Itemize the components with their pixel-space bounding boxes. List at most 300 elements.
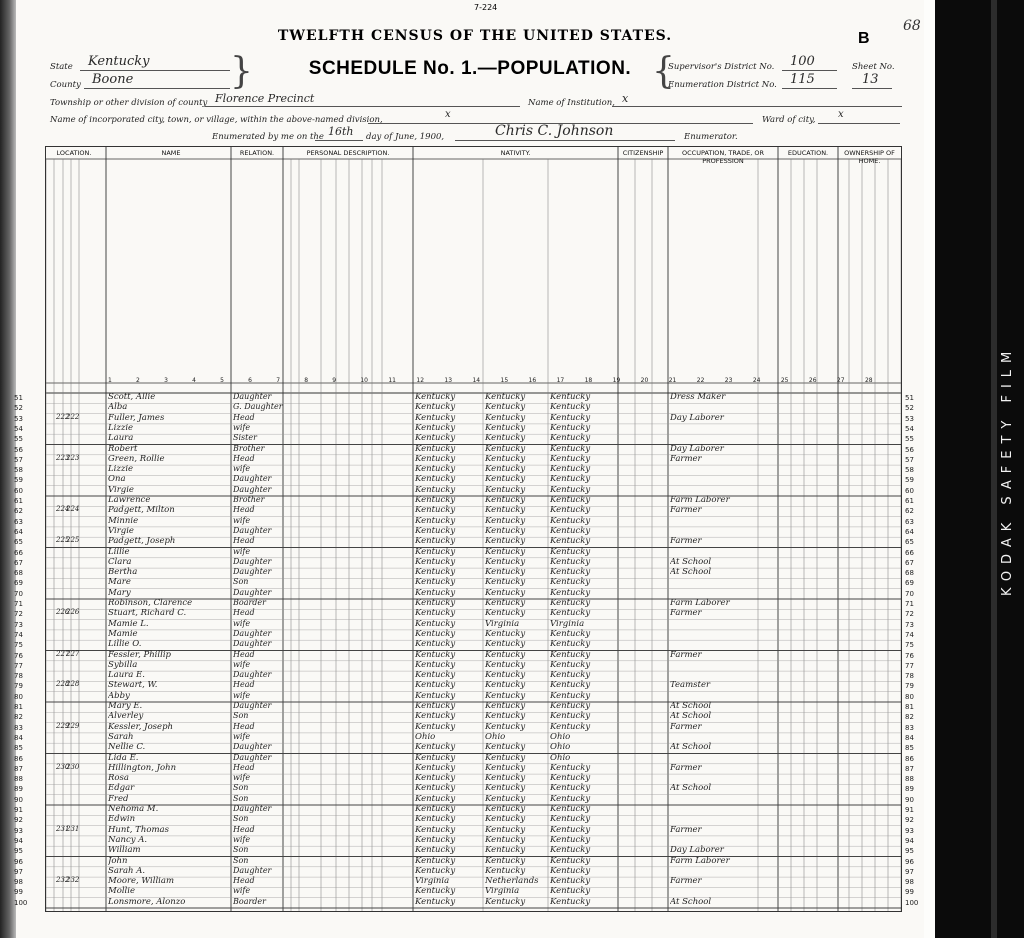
row-number: 99	[14, 888, 23, 897]
cell-father: Kentucky	[485, 793, 526, 804]
cell-relation: wife	[233, 515, 251, 525]
row-number: 61	[14, 497, 23, 505]
row-number-right: 95	[905, 847, 914, 856]
cell-birthplace: Kentucky	[415, 422, 456, 433]
cell-birthplace: Kentucky	[415, 536, 456, 547]
row-number: 80	[14, 692, 23, 701]
cell-father: Kentucky	[485, 824, 526, 835]
row-number-right: 72	[905, 610, 914, 619]
institution-line	[612, 106, 902, 107]
cell-name: Lawrence	[108, 495, 151, 505]
cell-relation: Head	[233, 453, 255, 463]
cell-father: Kentucky	[485, 567, 526, 578]
cell-birthplace: Kentucky	[415, 649, 456, 660]
row-number: 64	[14, 527, 23, 536]
cell-father: Kentucky	[485, 752, 526, 763]
cell-name: Sarah	[108, 731, 134, 742]
cell-relation: Daughter	[233, 474, 272, 484]
column-number: 10	[360, 377, 368, 384]
cell-dwelling: 231	[56, 824, 70, 833]
sheet-label: Sheet No.	[852, 62, 895, 72]
cell-occupation: Farm Laborer	[670, 855, 730, 866]
row-number-right: 92	[905, 816, 914, 825]
cell-birthplace: Kentucky	[415, 628, 456, 639]
cell-mother: Kentucky	[550, 834, 591, 845]
row-number-right: 90	[905, 795, 914, 804]
cell-father: Kentucky	[485, 536, 526, 547]
row-number-right: 96	[905, 857, 914, 866]
row-number-right: 76	[905, 651, 914, 660]
cell-dwelling: 225	[56, 536, 70, 545]
column-number: 26	[808, 377, 817, 384]
row-number: 86	[14, 754, 23, 763]
cell-birthplace: Kentucky	[415, 505, 456, 516]
cell-mother: Kentucky	[550, 824, 591, 835]
row-number-right: 79	[905, 682, 914, 691]
cell-mother: Kentucky	[550, 721, 591, 732]
row-number: 56	[14, 445, 23, 454]
cell-relation: wife	[233, 690, 251, 700]
county-label: County	[50, 80, 81, 90]
cell-relation: Head	[233, 649, 255, 659]
cell-name: Mary	[108, 587, 131, 598]
section-education: EDUCATION.	[787, 149, 829, 157]
state-line	[80, 70, 230, 71]
cell-birthplace: Kentucky	[415, 495, 456, 505]
row-number-right: 82	[905, 713, 914, 722]
supervisor-label: Supervisor's District No.	[668, 62, 775, 72]
cell-name: Robinson, Clarence	[108, 598, 193, 608]
cell-name: Lizzie	[108, 422, 134, 433]
row-number-right: 57	[905, 455, 914, 464]
row-number-right: 64	[905, 527, 914, 536]
cell-family: 224	[66, 505, 80, 514]
row-number: 54	[14, 424, 23, 433]
cell-mother: Kentucky	[550, 680, 591, 691]
row-number: 60	[14, 486, 23, 495]
cell-mother: Kentucky	[550, 433, 591, 444]
row-number-right: 56	[905, 445, 914, 454]
cell-relation: Daughter	[233, 628, 272, 638]
cell-relation: Brother	[233, 495, 265, 504]
cell-name: Edwin	[108, 814, 136, 825]
row-number: 52	[14, 404, 23, 413]
cell-father: Kentucky	[485, 587, 526, 598]
cell-birthplace: Kentucky	[415, 577, 456, 588]
cell-name: Hillington, John	[108, 762, 177, 773]
cell-father: Kentucky	[485, 464, 526, 475]
population-table	[14, 146, 919, 912]
cell-birthplace: Kentucky	[415, 762, 456, 773]
cell-father: Kentucky	[485, 484, 526, 495]
cell-mother: Kentucky	[550, 443, 591, 454]
cell-name: Alba	[108, 402, 128, 413]
cell-family: 223	[66, 453, 80, 462]
cell-relation: Daughter	[233, 742, 272, 752]
row-number-right: 70	[905, 589, 914, 598]
cell-mother: Kentucky	[550, 422, 591, 433]
cell-mother: Kentucky	[550, 525, 591, 536]
row-number-right: 99	[905, 888, 914, 897]
cell-father: Kentucky	[485, 649, 526, 660]
cell-occupation: Farmer	[670, 649, 702, 660]
cell-birthplace: Kentucky	[415, 525, 456, 536]
cell-occupation: At School	[670, 896, 712, 907]
cell-father: Kentucky	[485, 834, 526, 845]
cell-mother: Kentucky	[550, 474, 591, 485]
column-number: 4	[192, 377, 196, 384]
section-relation: RELATION.	[239, 149, 275, 157]
row-number-right: 84	[905, 733, 914, 742]
row-number-right: 62	[905, 507, 914, 516]
cell-relation: Son	[233, 783, 249, 793]
section-location: LOCATION.	[56, 149, 92, 157]
cell-relation: Son	[233, 845, 249, 855]
cell-mother: Kentucky	[550, 814, 591, 825]
column-number: 24	[752, 377, 761, 384]
column-number: 5	[220, 377, 224, 384]
cell-relation: Head	[233, 680, 255, 690]
cell-mother: Virginia	[550, 618, 585, 629]
cell-family: 229	[66, 721, 80, 730]
row-number-right: 85	[905, 744, 914, 753]
cell-relation: Head	[233, 762, 255, 772]
cell-relation: wife	[233, 546, 251, 556]
column-number: 8	[304, 377, 309, 384]
cell-dwelling: 227	[56, 649, 70, 658]
enumerated-day: 16th	[328, 125, 354, 138]
cell-relation: wife	[233, 886, 251, 896]
cell-relation: wife	[233, 773, 251, 783]
cell-occupation: Day Laborer	[670, 443, 724, 454]
cell-name: Bertha	[108, 567, 138, 578]
cell-father: Kentucky	[485, 804, 526, 814]
row-number-right: 97	[905, 867, 914, 876]
cell-father: Kentucky	[485, 783, 526, 794]
cell-father: Virginia	[485, 618, 520, 629]
cell-relation: Boarder	[233, 896, 266, 906]
cell-father: Kentucky	[485, 855, 526, 866]
cell-birthplace: Kentucky	[415, 865, 456, 876]
cell-mother: Kentucky	[550, 855, 591, 866]
cell-name: Clara	[108, 556, 132, 567]
row-number-right: 67	[905, 558, 914, 567]
cell-name: Moore, William	[108, 876, 175, 887]
row-number: 59	[14, 476, 23, 485]
cell-name: Lida E.	[108, 752, 139, 763]
cell-father: Kentucky	[485, 546, 526, 557]
cell-occupation: Farmer	[670, 824, 702, 835]
cell-occupation: Teamster	[670, 680, 711, 691]
cell-relation: Daughter	[233, 804, 272, 813]
cell-name: Scott, Allie	[108, 392, 156, 402]
township-line	[205, 106, 520, 107]
cell-name: Laura	[108, 433, 134, 444]
cell-relation: Head	[233, 608, 255, 618]
cell-mother: Ohio	[550, 752, 571, 763]
cell-relation: wife	[233, 422, 251, 432]
section-name: NAME	[161, 149, 181, 157]
cell-mother: Kentucky	[550, 515, 591, 526]
row-number-right: 77	[905, 661, 914, 670]
cell-name: Laura E.	[108, 670, 145, 681]
column-number: 28	[864, 377, 873, 384]
cell-father: Kentucky	[485, 628, 526, 639]
row-number: 66	[14, 548, 23, 557]
row-number-right: 94	[905, 836, 914, 845]
row-number-right: 58	[905, 466, 914, 475]
row-number-right: 98	[905, 878, 914, 887]
cell-mother: Kentucky	[550, 793, 591, 804]
column-number: 22	[696, 377, 705, 384]
row-number-right: 80	[905, 692, 914, 701]
cell-mother: Kentucky	[550, 804, 591, 814]
cell-mother: Kentucky	[550, 392, 591, 402]
cell-mother: Kentucky	[550, 412, 591, 423]
cell-relation: Head	[233, 412, 255, 422]
township-value: Florence Precinct	[215, 92, 315, 105]
row-number: 63	[14, 517, 23, 526]
section-nativity: NATIVITY.	[500, 149, 531, 157]
cell-name: Minnie	[108, 515, 139, 526]
cell-name: Lizzie	[108, 464, 134, 475]
cell-father: Kentucky	[485, 659, 526, 670]
supervisor-value: 100	[790, 54, 815, 69]
row-number-right: 100	[905, 898, 919, 907]
cell-birthplace: Kentucky	[415, 814, 456, 825]
cell-mother: Kentucky	[550, 608, 591, 619]
cell-name: Mamie	[108, 628, 138, 639]
cell-father: Kentucky	[485, 525, 526, 536]
row-number-right: 69	[905, 579, 914, 588]
cell-occupation: At School	[670, 711, 712, 722]
row-number: 70	[14, 589, 23, 598]
row-number-right: 86	[905, 754, 914, 763]
page-mark: 68	[903, 18, 921, 34]
row-number-right: 73	[905, 620, 914, 629]
column-number: 23	[724, 377, 733, 384]
row-number-right: 68	[905, 569, 914, 578]
column-number: 20	[640, 377, 649, 384]
cell-relation: Daughter	[233, 567, 272, 577]
cell-birthplace: Kentucky	[415, 608, 456, 619]
cell-father: Kentucky	[485, 773, 526, 784]
cell-mother: Kentucky	[550, 659, 591, 670]
cell-relation: Sister	[233, 433, 257, 443]
cell-birthplace: Kentucky	[415, 824, 456, 835]
row-number: 73	[14, 620, 23, 629]
column-number: 6	[248, 377, 252, 384]
cell-birthplace: Kentucky	[415, 453, 456, 464]
cell-father: Kentucky	[485, 608, 526, 619]
cell-mother: Kentucky	[550, 505, 591, 516]
enumeration-line	[782, 88, 837, 89]
cell-father: Kentucky	[485, 845, 526, 856]
cell-mother: Kentucky	[550, 464, 591, 475]
column-number: 11	[388, 377, 396, 384]
row-number: 65	[14, 538, 23, 547]
row-number-right: 78	[905, 672, 914, 681]
row-number: 53	[14, 414, 23, 423]
cell-relation: G. Daughter	[233, 402, 283, 412]
cell-name: Sybilla	[108, 659, 138, 670]
cell-occupation: At School	[670, 701, 712, 711]
cell-name: Sarah A.	[108, 865, 146, 876]
cell-birthplace: Kentucky	[415, 845, 456, 856]
row-number: 100	[14, 898, 28, 907]
cell-family: 232	[66, 876, 80, 885]
cell-family: 222	[66, 412, 80, 421]
cell-name: Kessler, Joseph	[108, 721, 173, 732]
cell-occupation: Farm Laborer	[670, 495, 730, 505]
sheet-line	[852, 88, 892, 89]
cell-father: Kentucky	[485, 896, 526, 907]
row-number: 98	[14, 878, 23, 887]
cell-birthplace: Ohio	[415, 731, 436, 742]
ward-value: x	[838, 109, 844, 120]
cell-father: Kentucky	[485, 556, 526, 567]
cell-birthplace: Kentucky	[415, 392, 456, 402]
cell-relation: Head	[233, 824, 255, 834]
row-number: 90	[14, 795, 23, 804]
column-number: 16	[528, 377, 537, 384]
cell-name: Stuart, Richard C.	[108, 608, 187, 619]
institution-value: x	[622, 92, 629, 105]
cell-father: Kentucky	[485, 422, 526, 433]
cell-birthplace: Kentucky	[415, 773, 456, 784]
cell-mother: Kentucky	[550, 649, 591, 660]
row-number-right: 87	[905, 764, 914, 773]
cell-relation: Boarder	[233, 598, 266, 607]
enumeration-value: 115	[790, 72, 815, 87]
cell-birthplace: Kentucky	[415, 659, 456, 670]
cell-mother: Kentucky	[550, 495, 591, 505]
cell-birthplace: Kentucky	[415, 886, 456, 897]
cell-mother: Ohio	[550, 742, 571, 753]
cell-mother: Kentucky	[550, 587, 591, 598]
cell-relation: Daughter	[233, 639, 272, 649]
row-number-right: 65	[905, 538, 914, 547]
city-label: Name of incorporated city, town, or village, within the above-named division,	[50, 115, 383, 125]
cell-mother: Kentucky	[550, 546, 591, 557]
row-number: 72	[14, 610, 23, 619]
cell-name: Stewart, W.	[108, 680, 158, 691]
column-number: 21	[668, 377, 677, 384]
cell-father: Kentucky	[485, 690, 526, 701]
cell-occupation: Farmer	[670, 721, 702, 732]
cell-name: William	[108, 845, 141, 856]
cell-occupation: Farmer	[670, 608, 702, 619]
cell-name: Rosa	[108, 773, 129, 784]
cell-mother: Kentucky	[550, 598, 591, 608]
row-number-right: 60	[905, 486, 914, 495]
cell-birthplace: Kentucky	[415, 556, 456, 567]
row-number-right: 53	[905, 414, 914, 423]
cell-relation: Daughter	[233, 587, 272, 597]
cell-birthplace: Kentucky	[415, 752, 456, 763]
cell-birthplace: Kentucky	[415, 598, 456, 608]
cell-mother: Kentucky	[550, 762, 591, 773]
enumerated-label: Enumerated by me on the	[212, 132, 324, 142]
cell-occupation: Farmer	[670, 876, 702, 887]
cell-birthplace: Kentucky	[415, 433, 456, 444]
cell-father: Kentucky	[485, 711, 526, 722]
cell-mother: Kentucky	[550, 711, 591, 722]
row-number-right: 91	[905, 806, 914, 814]
cell-relation: Son	[233, 577, 249, 587]
row-number-right: 51	[905, 394, 914, 402]
cell-occupation: At School	[670, 567, 712, 578]
section-citizenship: CITIZENSHIP	[622, 149, 664, 157]
sheet-letter: B	[858, 30, 870, 47]
row-number-right: 54	[905, 424, 914, 433]
cell-father: Kentucky	[485, 762, 526, 773]
column-number: 14	[472, 377, 481, 384]
cell-father: Ohio	[485, 731, 506, 742]
cell-name: Nehoma M.	[108, 804, 159, 814]
film-edge-text: KODAK SAFETY FILM	[1000, 344, 1015, 596]
cell-father: Kentucky	[485, 402, 526, 413]
cell-father: Kentucky	[485, 670, 526, 681]
row-number-right: 83	[905, 723, 914, 732]
cell-father: Kentucky	[485, 495, 526, 505]
cell-birthplace: Kentucky	[415, 618, 456, 629]
left-brace: }	[230, 51, 253, 92]
cell-father: Kentucky	[485, 701, 526, 711]
cell-name: John	[108, 855, 128, 866]
cell-name: Mare	[108, 577, 131, 588]
column-number: 19	[612, 377, 621, 384]
row-number: 71	[14, 600, 23, 608]
cell-birthplace: Kentucky	[415, 402, 456, 413]
cell-birthplace: Kentucky	[415, 701, 456, 711]
cell-mother: Kentucky	[550, 690, 591, 701]
cell-name: Alverley	[108, 711, 144, 722]
cell-occupation: Day Laborer	[670, 845, 724, 856]
row-number-right: 55	[905, 435, 914, 444]
row-number: 67	[14, 558, 23, 567]
state-label: State	[50, 62, 73, 72]
cell-father: Kentucky	[485, 814, 526, 825]
cell-family: 230	[66, 762, 80, 771]
cell-mother: Kentucky	[550, 484, 591, 495]
cell-name: Fred	[108, 793, 129, 804]
cell-relation: wife	[233, 464, 251, 474]
cell-father: Kentucky	[485, 639, 526, 650]
cell-father: Kentucky	[485, 453, 526, 464]
cell-occupation: At School	[670, 742, 712, 753]
cell-dwelling: 228	[56, 680, 70, 689]
sheet-value: 13	[862, 72, 879, 87]
section-ownership: OWNERSHIP OF HOME.	[844, 149, 895, 165]
cell-mother: Kentucky	[550, 556, 591, 567]
cell-relation: Son	[233, 711, 249, 721]
cell-name: Edgar	[108, 783, 135, 794]
cell-family: 226	[66, 608, 80, 617]
cell-birthplace: Kentucky	[415, 783, 456, 794]
cell-relation: Head	[233, 721, 255, 731]
cell-birthplace: Kentucky	[415, 896, 456, 907]
enumerated-month: day of June, 1900,	[366, 132, 445, 142]
row-number: 94	[14, 836, 23, 845]
cell-mother: Kentucky	[550, 773, 591, 784]
cell-dwelling: 230	[56, 762, 70, 771]
row-number: 68	[14, 569, 23, 578]
cell-dwelling: 224	[56, 505, 70, 514]
cell-mother: Kentucky	[550, 701, 591, 711]
cell-name: Padgett, Milton	[108, 505, 175, 516]
cell-father: Kentucky	[485, 443, 526, 454]
